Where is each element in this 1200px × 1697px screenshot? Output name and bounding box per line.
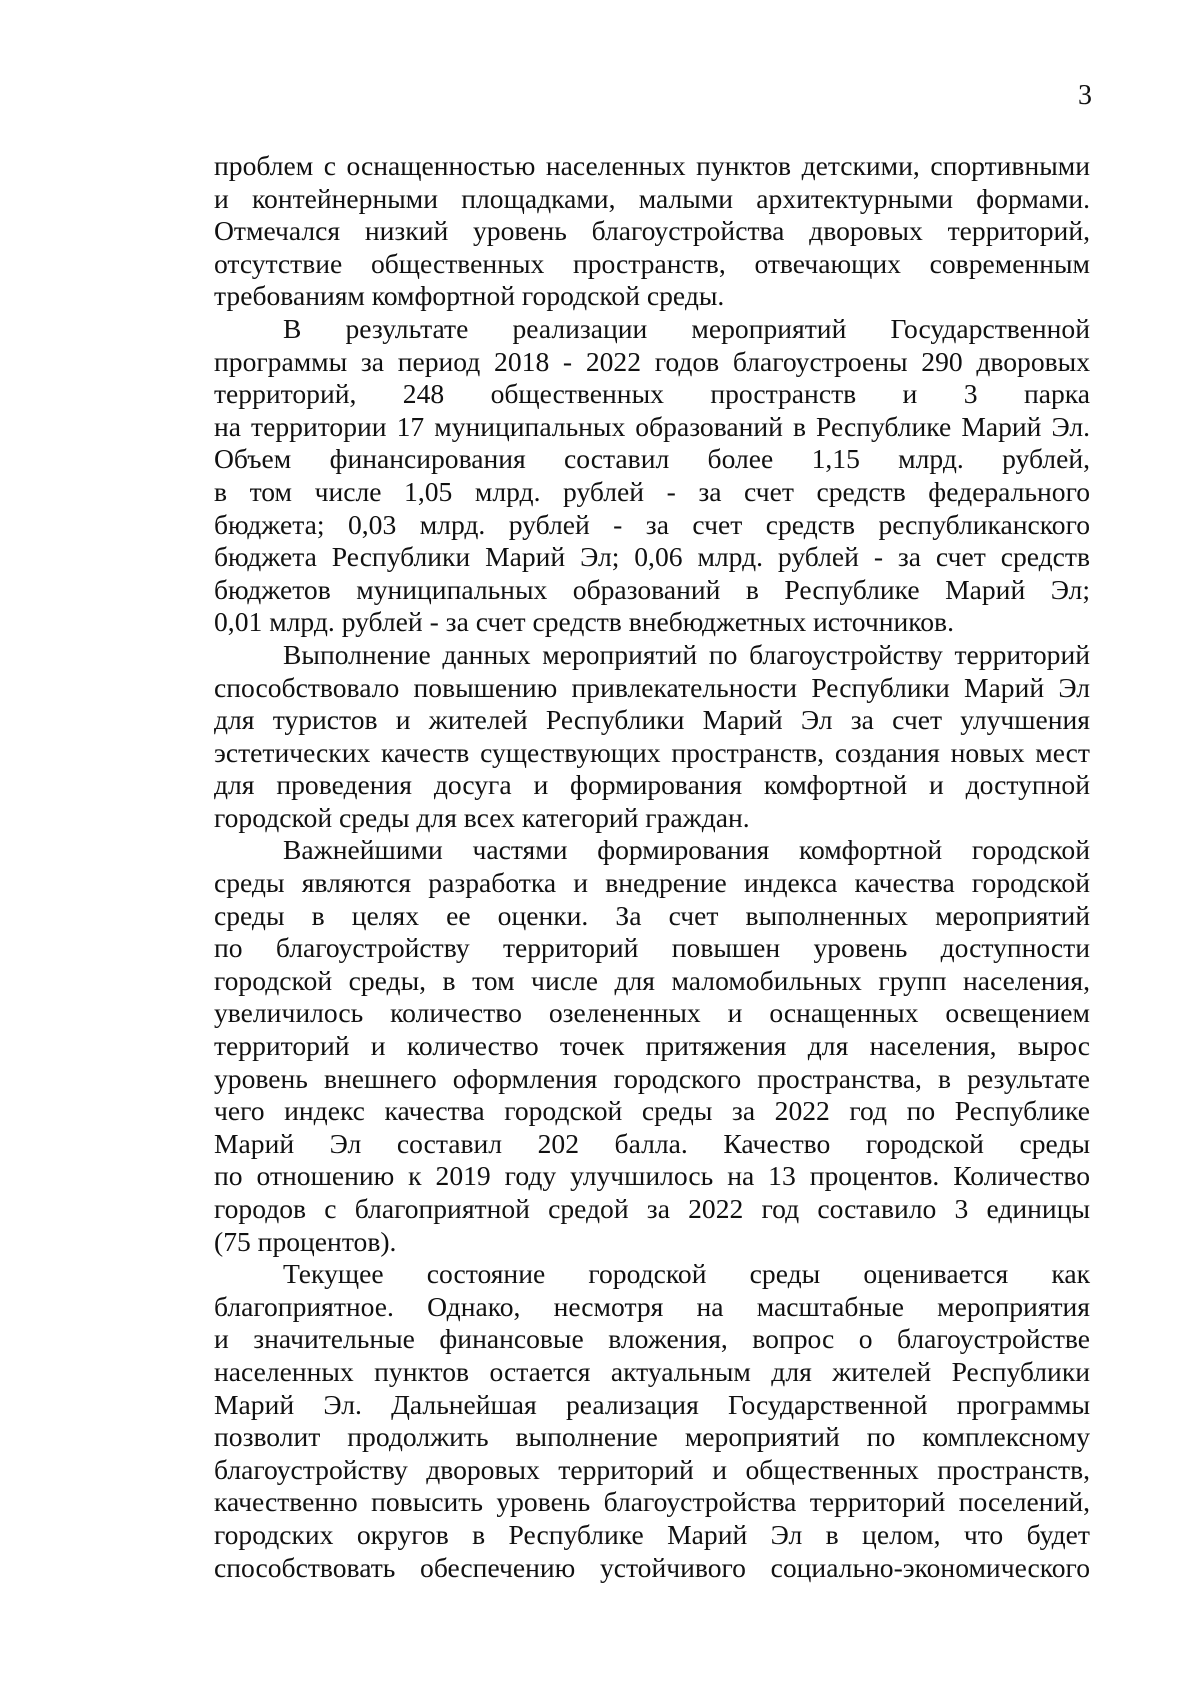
text-line: городской среды, в том числе для маломобильных групп населения, [214, 964, 1090, 996]
text-line: 0,01 млрд. рублей - за счет средств внебюджетных источников. [214, 606, 954, 638]
paragraph [214, 150, 1090, 313]
text-line: населенных пунктов остается актуальным для жителей Республики [214, 1355, 1090, 1387]
text-line: позволит продолжить выполнение мероприятий по комплексному [214, 1421, 1090, 1453]
text-line: среды в целях ее оценки. За счет выполненных мероприятий [214, 899, 1090, 931]
text-line: территорий и количество точек притяжения для населения, вырос [214, 1030, 1090, 1062]
paragraph [214, 834, 1090, 1258]
text-line: бюджета; 0,03 млрд. рублей - за счет средств республиканского [214, 508, 1090, 540]
text-line: Текущее состояние городской среды оценивается как [283, 1258, 1090, 1290]
text-line: Объем финансирования составил более 1,15 млрд. рублей, [214, 443, 1090, 475]
text-line: благоустройству дворовых территорий и общественных пространств, [214, 1453, 1090, 1485]
text-line: для проведения досуга и формирования комфортной и доступной [214, 769, 1090, 801]
text-line: способствовало повышению привлекательности Республики Марий Эл [214, 671, 1090, 703]
text-line: чего индекс качества городской среды за 2022 год по Республике [214, 1095, 1090, 1127]
text-line: увеличилось количество озелененных и оснащенных освещением [214, 997, 1090, 1029]
text-line: отсутствие общественных пространств, отвечающих современным [214, 247, 1090, 279]
text-line: для туристов и жителей Республики Марий Эл за счет улучшения [214, 704, 1090, 736]
text-line: требованиям комфортной городской среды. [214, 280, 725, 312]
text-line: территорий, 248 общественных пространств и 3 парка [214, 378, 1090, 410]
text-line: и контейнерными площадками, малыми архитектурными формами. [214, 182, 1090, 214]
text-line: городских округов в Республике Марий Эл в целом, что будет [214, 1518, 1090, 1550]
text-line: городской среды для всех категорий граждан. [214, 801, 750, 833]
text-line: способствовать обеспечению устойчивого социально-экономического [214, 1551, 1090, 1583]
text-line: уровень внешнего оформления городского пространства, в результате [214, 1062, 1090, 1094]
text-line: Выполнение данных мероприятий по благоустройству территорий [283, 638, 1090, 670]
paragraph [214, 1258, 1090, 1584]
text-line: бюджета Республики Марий Эл; 0,06 млрд. рублей - за счет средств [214, 541, 1090, 573]
text-line: в том числе 1,05 млрд. рублей - за счет средств федерального [214, 475, 1090, 507]
document-body [214, 150, 1090, 1584]
text-line: проблем с оснащенностью населенных пунктов детскими, спортивными [214, 150, 1090, 181]
paragraph [214, 639, 1090, 835]
text-line: Отмечался низкий уровень благоустройства дворовых территорий, [214, 215, 1090, 247]
page-number: 3 [1078, 80, 1092, 111]
text-line: Марий Эл. Дальнейшая реализация Государственной программы [214, 1388, 1090, 1420]
text-line: благоприятное. Однако, несмотря на масштабные мероприятия [214, 1290, 1090, 1322]
text-line: по отношению к 2019 году улучшилось на 13 процентов. Количество [214, 1160, 1090, 1192]
text-line: на территории 17 муниципальных образований в Республике Марий Эл. [214, 410, 1090, 442]
text-line: эстетических качеств существующих пространств, создания новых мест [214, 736, 1090, 768]
text-line: качественно повысить уровень благоустройства территорий поселений, [214, 1486, 1090, 1518]
text-line: В результате реализации мероприятий Государственной [283, 312, 1090, 344]
text-line: по благоустройству территорий повышен уровень доступности [214, 932, 1090, 964]
text-line: и значительные финансовые вложения, вопрос о благоустройстве [214, 1323, 1090, 1355]
text-line: Важнейшими частями формирования комфортной городской [283, 834, 1090, 866]
paragraph [214, 313, 1090, 639]
text-line: (75 процентов). [214, 1225, 397, 1257]
text-line: бюджетов муниципальных образований в Республике Марий Эл; [214, 573, 1090, 605]
text-line: городов с благоприятной средой за 2022 год составило 3 единицы [214, 1193, 1090, 1224]
text-line: среды являются разработка и внедрение индекса качества городской [214, 867, 1090, 899]
text-line: Марий Эл составил 202 балла. Качество городской среды [214, 1127, 1090, 1159]
text-line: программы за период 2018 - 2022 годов благоустроены 290 дворовых [214, 345, 1090, 377]
